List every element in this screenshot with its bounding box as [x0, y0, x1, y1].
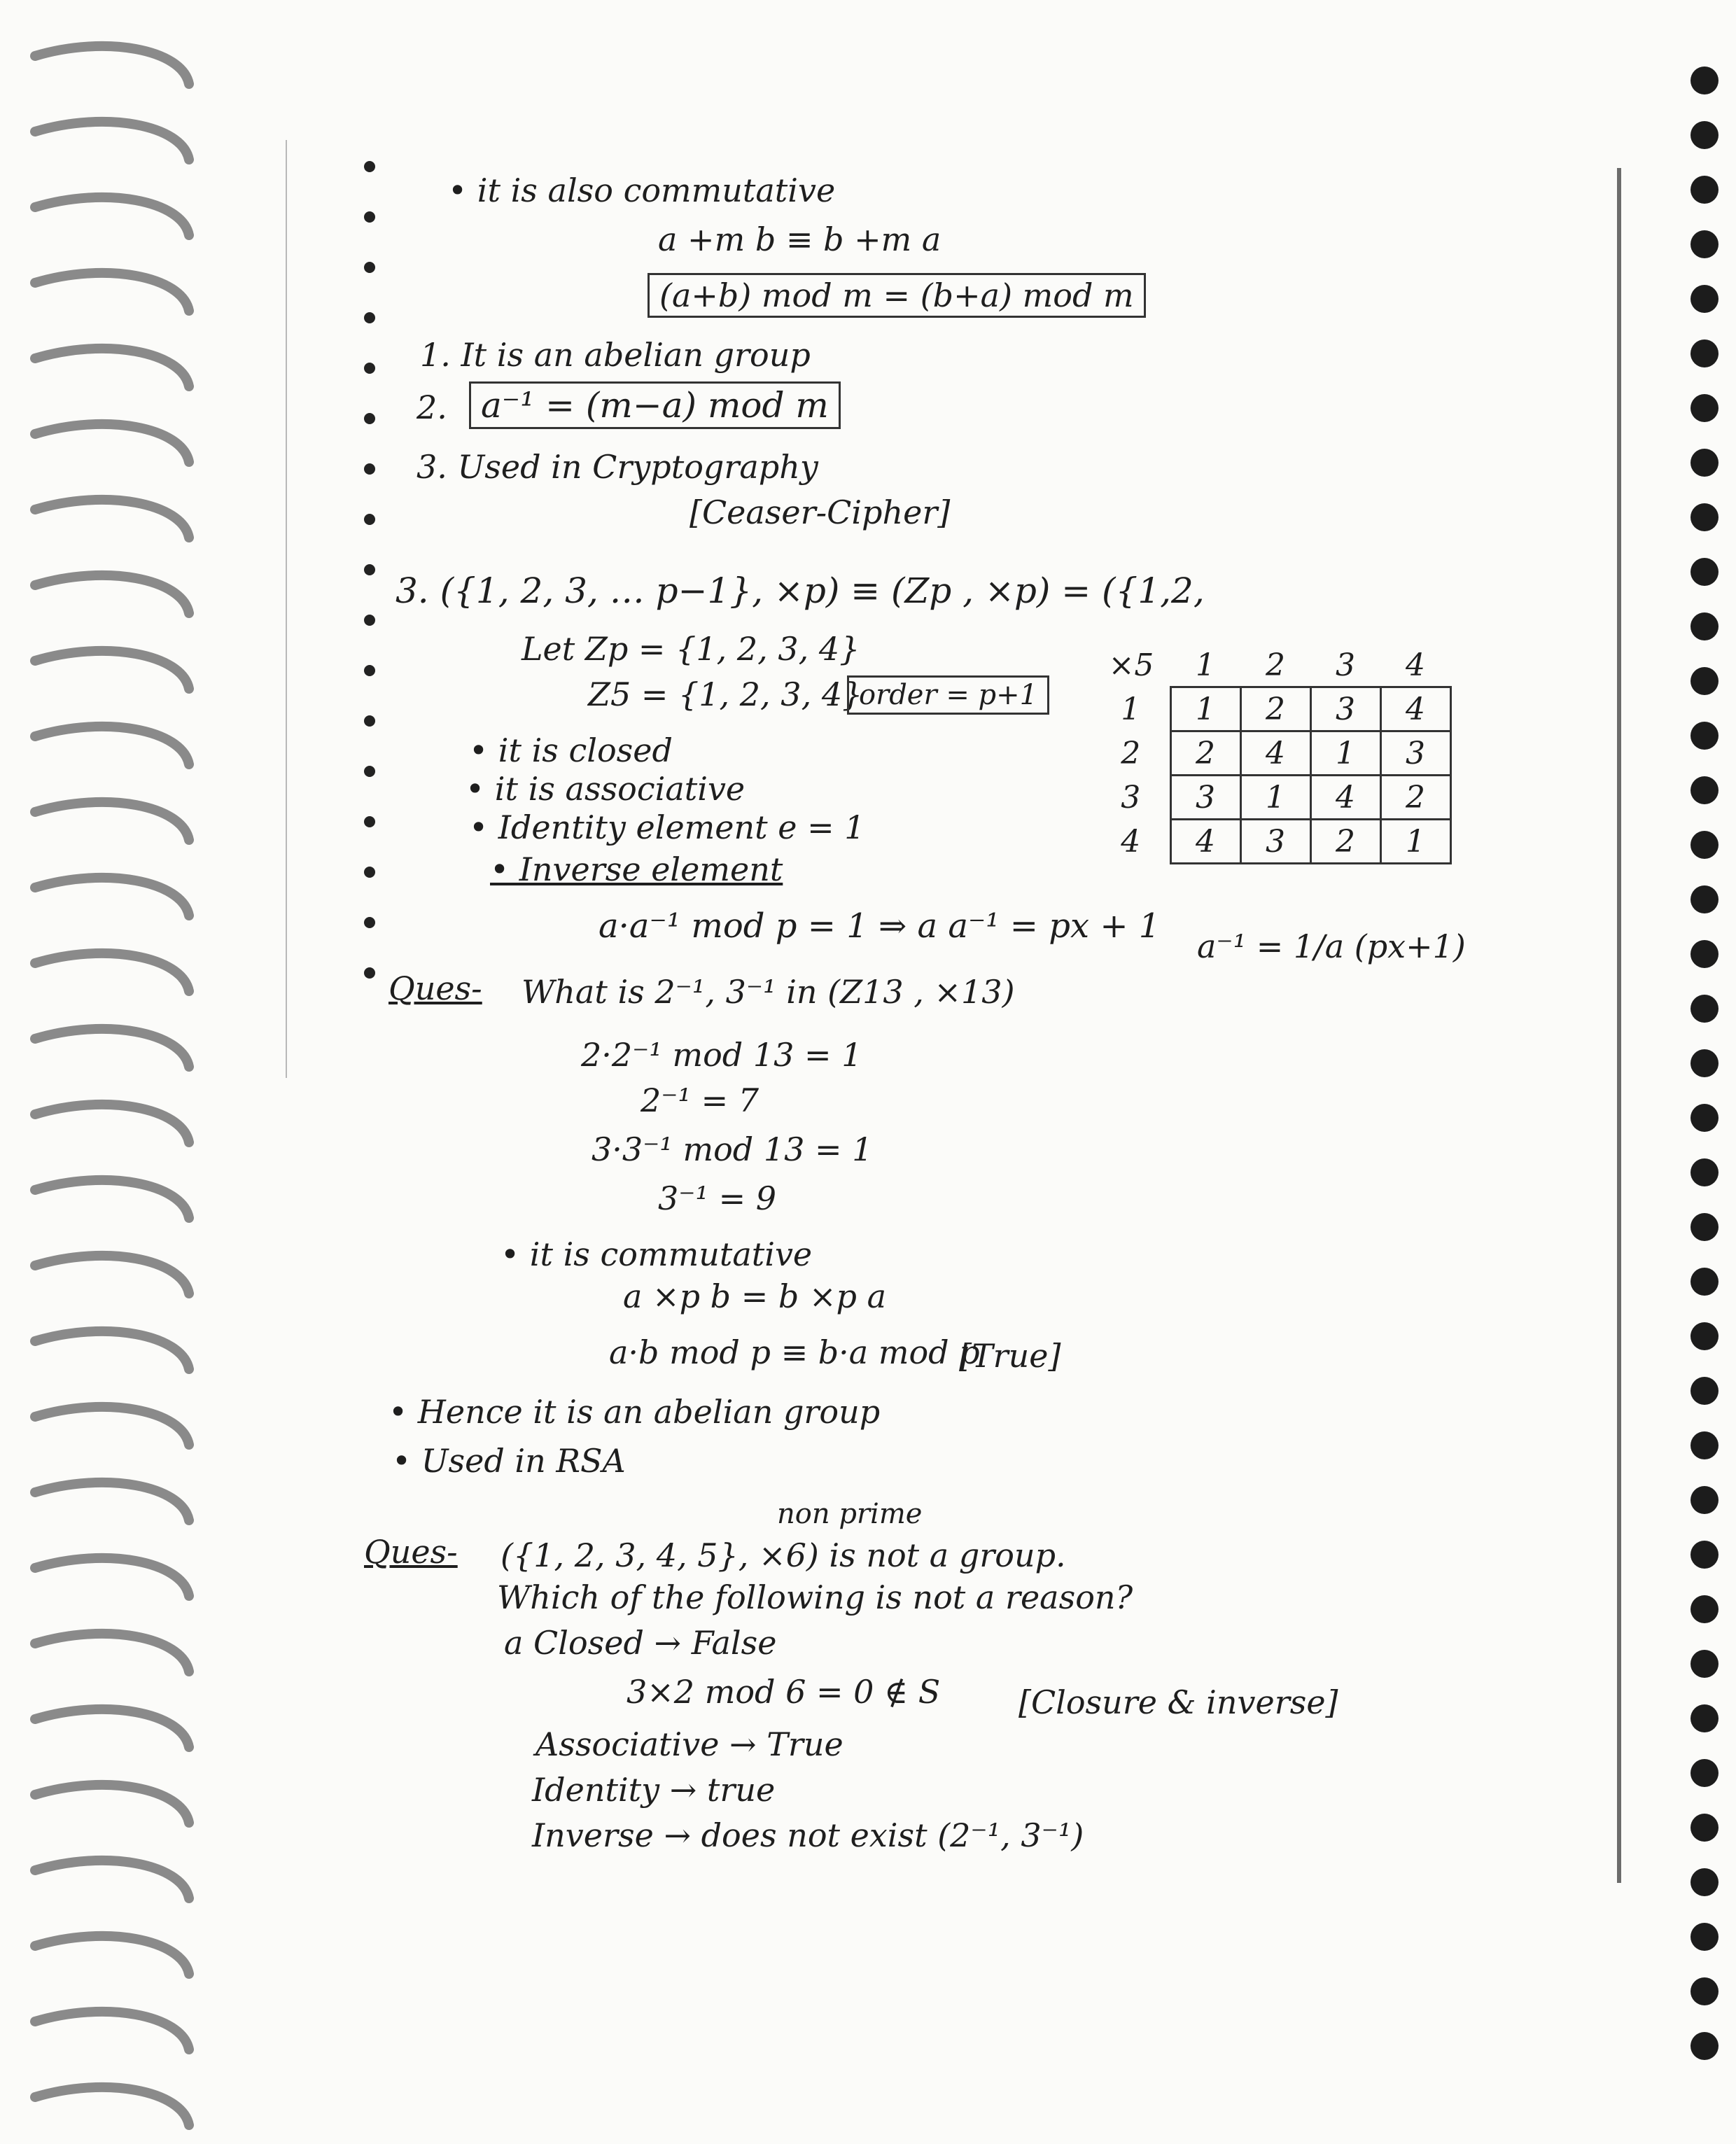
line-inverse-formula: a·a⁻¹ mod p = 1 ⇒ a a⁻¹ = px + 1: [598, 906, 1161, 946]
margin-bullet: [364, 211, 375, 223]
table-cell: 1: [1240, 776, 1310, 820]
margin-bullet: [364, 715, 375, 727]
margin-bullet: [364, 161, 375, 172]
margin-bullet: [364, 665, 375, 676]
spiral-coil: [35, 1936, 189, 1974]
table-row-header: 3: [1092, 776, 1170, 820]
margin-line: [286, 140, 287, 1078]
spiral-coil: [35, 802, 189, 840]
punch-hole: [1690, 1049, 1718, 1077]
table-col-header: 3: [1310, 644, 1380, 687]
punch-hole: [1690, 612, 1718, 640]
table-row: [1092, 731, 1450, 776]
table-row: [1092, 687, 1450, 731]
line-identity-true: Identity → true: [532, 1771, 776, 1809]
margin-bullet: [364, 917, 375, 928]
punch-hole: [1690, 230, 1718, 258]
spiral-coil: [35, 1331, 189, 1369]
punch-hole: [1690, 1486, 1718, 1514]
punch-hole: [1690, 885, 1718, 913]
line-commutative-2: • it is commutative: [500, 1235, 813, 1273]
margin-bullet: [364, 564, 375, 575]
punch-hole: [1690, 121, 1718, 149]
punch-hole: [1690, 1322, 1718, 1350]
heading-multiplicative-group: 3. ({1, 2, 3, … p−1}, ×p) ≡ (Zp , ×p) = ({1,2,: [396, 570, 1205, 611]
punch-hole: [1690, 940, 1718, 968]
table-cell: 2: [1240, 687, 1310, 731]
punch-hole: [1690, 1595, 1718, 1623]
punch-hole: [1690, 995, 1718, 1023]
punch-hole: [1690, 1541, 1718, 1569]
spiral-coil: [35, 651, 189, 689]
punch-hole: [1690, 1977, 1718, 2005]
table-row-header: 2: [1092, 731, 1170, 776]
punch-hole: [1690, 176, 1718, 204]
spiral-coil: [35, 575, 189, 613]
line-used-in-rsa: • Used in RSA: [392, 1442, 626, 1480]
spiral-coil: [35, 1634, 189, 1672]
punch-hole: [1690, 503, 1718, 531]
table-cell: 1: [1380, 820, 1450, 864]
punch-hole: [1690, 558, 1718, 586]
margin-bullet: [364, 514, 375, 525]
spiral-coil: [35, 878, 189, 916]
question-2-text: ({1, 2, 3, 4, 5}, ×6) is not a group.: [500, 1536, 1066, 1574]
table-cell: 1: [1310, 731, 1380, 776]
line-closure-inverse-note: [Closure & inverse]: [1018, 1683, 1338, 1721]
punch-hole: [1690, 1104, 1718, 1132]
table-cell: 2: [1310, 820, 1380, 864]
table-cell: 1: [1170, 687, 1240, 731]
line-identity: • Identity element e = 1: [469, 808, 865, 846]
table-cell: 2: [1380, 776, 1450, 820]
boxed-order: order = p+1: [847, 675, 1049, 715]
spiral-coil: [35, 122, 189, 160]
multiplication-table-z5: [1092, 644, 1452, 864]
spiral-coil: [35, 1407, 189, 1445]
punch-holes: [1652, 0, 1736, 2144]
margin-bullet: [364, 312, 375, 323]
punch-hole: [1690, 339, 1718, 367]
punch-hole: [1690, 1650, 1718, 1678]
boxed-formula-commutative: (a+b) mod m = (b+a) mod m: [648, 273, 1146, 318]
punch-hole: [1690, 394, 1718, 422]
question-1-text: What is 2⁻¹, 3⁻¹ in (Z13 , ×13): [522, 973, 1015, 1011]
annotation-non-prime: non prime: [777, 1498, 923, 1530]
line-number-2: 2.: [416, 388, 447, 426]
margin-bullet: [364, 867, 375, 878]
margin-bullet: [364, 615, 375, 626]
table-row: [1092, 820, 1450, 864]
punch-hole: [1690, 1759, 1718, 1787]
right-rule: [1617, 168, 1621, 1883]
punch-hole: [1690, 1704, 1718, 1732]
spiral-coil: [35, 197, 189, 235]
punch-hole: [1690, 1213, 1718, 1241]
question-label-1: Ques-: [388, 969, 482, 1007]
table-corner: ×5: [1108, 647, 1154, 684]
punch-hole: [1690, 1814, 1718, 1842]
line-closure-counterexample: 3×2 mod 6 = 0 ∉ S: [626, 1673, 941, 1711]
margin-bullet: [364, 816, 375, 827]
margin-bullet: [364, 463, 375, 475]
spiral-coil: [35, 1256, 189, 1294]
spiral-coil: [35, 1861, 189, 1898]
spiral-coil: [35, 500, 189, 538]
spiral-coil: [35, 2012, 189, 2050]
table-cell: 3: [1170, 776, 1240, 820]
spiral-coil: [35, 424, 189, 462]
punch-hole: [1690, 285, 1718, 313]
punch-hole: [1690, 722, 1718, 750]
spiral-coil: [35, 273, 189, 311]
spiral-coil: [35, 1558, 189, 1596]
line-hence-abelian: • Hence it is an abelian group: [388, 1393, 881, 1431]
boxed-formula-inverse: a⁻¹ = (m−a) mod m: [469, 381, 841, 429]
line-inverse-not-exist: Inverse → does not exist (2⁻¹, 3⁻¹): [532, 1816, 1084, 1854]
spiral-coil: [35, 953, 189, 991]
table-col-header: 1: [1170, 644, 1240, 687]
table-cell: 4: [1170, 820, 1240, 864]
punch-hole: [1690, 776, 1718, 804]
margin-bullet: [364, 413, 375, 424]
spiral-coil: [35, 349, 189, 386]
question-label-2: Ques-: [364, 1533, 458, 1571]
table-row: [1092, 776, 1450, 820]
spiral-coil: [35, 1180, 189, 1218]
line-mul-commutative: a ×p b = b ×p a: [623, 1277, 886, 1315]
spiral-binding: [0, 0, 210, 2144]
spiral-coil: [35, 727, 189, 764]
line-cryptography: 3. Used in Cryptography: [416, 448, 818, 486]
line-true: [True]: [959, 1337, 1061, 1375]
table-col-header: 4: [1380, 644, 1450, 687]
line-closed-false: a Closed → False: [504, 1624, 777, 1662]
line-3-inverse-val: 3⁻¹ = 9: [658, 1179, 777, 1217]
table-cell: 4: [1240, 731, 1310, 776]
spiral-coil: [35, 1709, 189, 1747]
punch-hole: [1690, 2032, 1718, 2060]
table-cell: 2: [1170, 731, 1240, 776]
line-associative: • it is associative: [465, 770, 746, 808]
line-caesar-cipher: [Ceaser-Cipher]: [690, 493, 951, 531]
spiral-coil: [35, 2087, 189, 2125]
line-abelian-group: 1. It is an abelian group: [420, 336, 811, 374]
line-z5: Z5 = {1, 2, 3, 4}: [588, 675, 863, 713]
table-cell: 4: [1310, 776, 1380, 820]
punch-hole: [1690, 1431, 1718, 1459]
spiral-coil: [35, 1483, 189, 1520]
question-2-prompt: Which of the following is not a reason?: [497, 1578, 1133, 1616]
punch-hole: [1690, 667, 1718, 695]
line-inverse-element: • Inverse element: [490, 850, 783, 888]
line-mod-add-commutative: a +m b ≡ b +m a: [658, 220, 941, 258]
punch-hole: [1690, 1868, 1718, 1896]
margin-bullet: [364, 262, 375, 273]
punch-hole: [1690, 1377, 1718, 1405]
line-inverse-solution: a⁻¹ = 1/a (px+1): [1197, 927, 1466, 965]
punch-hole: [1690, 66, 1718, 94]
line-2-inverse-eq: 2·2⁻¹ mod 13 = 1: [581, 1036, 862, 1074]
spiral-coil: [35, 1785, 189, 1823]
table-row-header: 4: [1092, 820, 1170, 864]
table-cell: 3: [1240, 820, 1310, 864]
table-col-header: 2: [1240, 644, 1310, 687]
line-mul-mod-commutative: a·b mod p ≡ b·a mod p: [609, 1333, 980, 1371]
spiral-coil: [35, 46, 189, 84]
margin-bullet: [364, 967, 375, 979]
margin-bullet: [364, 766, 375, 777]
spiral-coil: [35, 1029, 189, 1067]
table-row-header: 1: [1092, 687, 1170, 731]
table-cell: 4: [1380, 687, 1450, 731]
margin-bullet: [364, 363, 375, 374]
spiral-coil: [35, 1105, 189, 1142]
table-cell: 3: [1380, 731, 1450, 776]
punch-hole: [1690, 1268, 1718, 1296]
line-3-inverse-eq: 3·3⁻¹ mod 13 = 1: [592, 1130, 873, 1168]
line-commutative: • it is also commutative: [448, 171, 836, 209]
table-cell: 3: [1310, 687, 1380, 731]
line-closed: • it is closed: [469, 731, 673, 769]
punch-hole: [1690, 1158, 1718, 1186]
punch-hole: [1690, 449, 1718, 477]
line-2-inverse-val: 2⁻¹ = 7: [640, 1081, 760, 1119]
punch-hole: [1690, 831, 1718, 859]
punch-hole: [1690, 1923, 1718, 1951]
line-associative-true: Associative → True: [536, 1725, 844, 1763]
line-let-zp: Let Zp = {1, 2, 3, 4}: [522, 630, 860, 668]
